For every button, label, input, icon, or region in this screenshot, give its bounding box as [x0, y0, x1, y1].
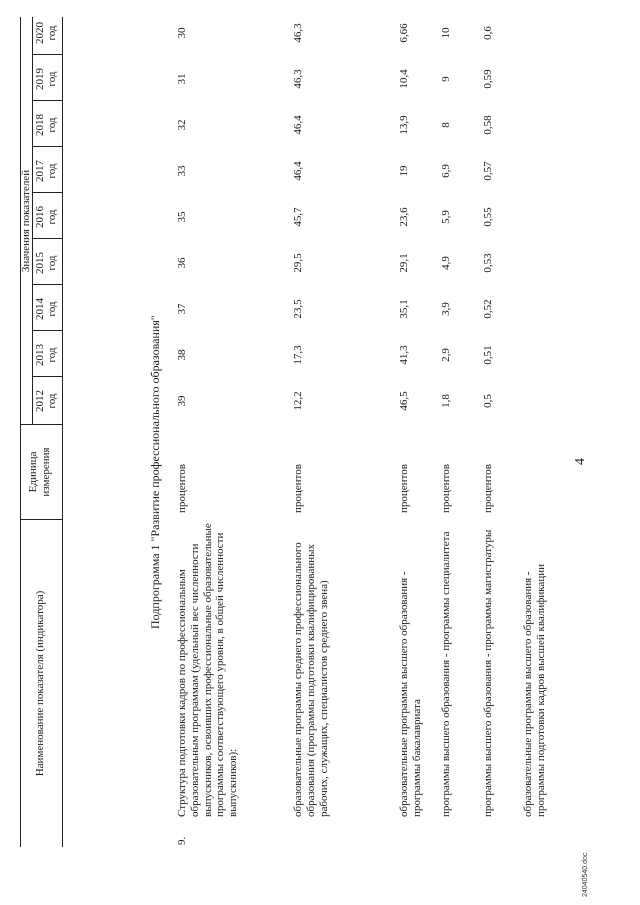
- value-cell: 35,1: [398, 299, 410, 319]
- unit-cell: процентов: [176, 464, 188, 513]
- value-cell: 33: [176, 165, 188, 177]
- year-value: 2017: [34, 160, 46, 182]
- document-filename: 24040540.doc: [582, 852, 589, 897]
- value-cell: 8: [440, 122, 452, 128]
- year-column-divider: [32, 146, 62, 147]
- unit-cell: процентов: [398, 464, 410, 513]
- value-cell: 32: [176, 119, 188, 131]
- year-suffix: год: [45, 255, 58, 271]
- indicator-label: программы высшего образования - программы специалитета: [440, 531, 452, 817]
- subprogram-title: Подпрограмма 1 "Развитие профессионального образования": [148, 315, 162, 629]
- year-column-divider: [32, 192, 62, 193]
- values-group-header: Значения показателей: [20, 169, 32, 273]
- page-number: 4: [573, 458, 588, 465]
- value-cell: 39: [176, 395, 188, 407]
- year-suffix: год: [45, 347, 58, 363]
- value-cell: 6,9: [440, 164, 452, 178]
- year-column-divider: [32, 284, 62, 285]
- year-column-divider: [32, 376, 62, 377]
- unit-cell: процентов: [292, 464, 304, 513]
- year-column-divider: [32, 330, 62, 331]
- year-suffix: год: [45, 117, 58, 133]
- value-cell: 46,3: [292, 23, 304, 43]
- value-cell: 36: [176, 257, 188, 269]
- value-cell: 10: [440, 27, 452, 39]
- year-column-header: [35, 13, 58, 53]
- header-bottom-rule: [62, 17, 63, 847]
- value-cell: 23,5: [292, 299, 304, 319]
- value-cell: 0,52: [482, 299, 494, 319]
- year-suffix: год: [45, 393, 58, 409]
- value-cell: 0,59: [482, 69, 494, 89]
- value-cell: 30: [176, 27, 188, 39]
- value-cell: 46,5: [398, 391, 410, 411]
- year-value: 2014: [34, 298, 46, 320]
- value-cell: 1,8: [440, 394, 452, 408]
- unit-column-header: Единица измерения: [27, 447, 52, 497]
- value-cell: 46,3: [292, 69, 304, 89]
- value-cell: 12,2: [292, 391, 304, 411]
- value-cell: 0,55: [482, 207, 494, 227]
- year-column-header: [35, 59, 58, 99]
- value-cell: 2,9: [440, 348, 452, 362]
- value-cell: 0,57: [482, 161, 494, 181]
- year-column-header: [35, 381, 58, 421]
- value-cell: 10,4: [398, 69, 410, 89]
- year-column-header: [35, 335, 58, 375]
- value-cell: 13,9: [398, 115, 410, 135]
- indicator-column-header: Наименование показателя (индикатора): [34, 590, 46, 777]
- indicator-label: образовательные программы высшего образования - программы подготовки кадров высшей квалификации: [522, 564, 547, 817]
- value-cell: 0,6: [482, 26, 494, 40]
- value-cell: 5,9: [440, 210, 452, 224]
- value-cell: 45,7: [292, 207, 304, 227]
- year-column-header: [35, 289, 58, 329]
- row-number: 9.: [176, 836, 188, 845]
- indicator-label: программы высшего образования - программы магистратуры: [482, 529, 494, 817]
- value-cell: 0,53: [482, 253, 494, 273]
- value-cell: 4,9: [440, 256, 452, 270]
- value-cell: 9: [440, 76, 452, 82]
- value-cell: 37: [176, 303, 188, 315]
- unit-cell: процентов: [482, 464, 494, 513]
- indicator-label: Структура подготовки кадров по профессиональным образовательным программам (удельный вес численности выпускников, освоивших профессиональные образовательные программы соответствующего уровня, в общей численности выпускников):: [176, 523, 239, 817]
- value-cell: 46,4: [292, 161, 304, 181]
- year-column-divider: [32, 238, 62, 239]
- value-cell: 38: [176, 349, 188, 361]
- unit-cell: процентов: [440, 464, 452, 513]
- value-cell: 0,5: [482, 394, 494, 408]
- value-cell: 6,66: [398, 23, 410, 43]
- year-column-divider: [32, 100, 62, 101]
- year-suffix: год: [45, 209, 58, 225]
- year-column-header: [35, 197, 58, 237]
- year-column-header: [35, 243, 58, 283]
- year-suffix: год: [45, 71, 58, 87]
- value-cell: 35: [176, 211, 188, 223]
- year-value: 2020: [34, 22, 46, 44]
- year-value: 2012: [34, 390, 46, 412]
- value-cell: 41,3: [398, 345, 410, 365]
- year-suffix: год: [45, 25, 58, 41]
- value-cell: 19: [398, 165, 410, 177]
- value-cell: 0,51: [482, 345, 494, 365]
- year-value: 2019: [34, 68, 46, 90]
- year-suffix: год: [45, 301, 58, 317]
- year-value: 2018: [34, 114, 46, 136]
- year-value: 2015: [34, 252, 46, 274]
- value-cell: 31: [176, 73, 188, 85]
- value-cell: 23,6: [398, 207, 410, 227]
- year-value: 2013: [34, 344, 46, 366]
- indicator-label: образовательные программы высшего образования - программы бакалавриата: [398, 571, 423, 817]
- year-suffix: год: [45, 163, 58, 179]
- year-column-divider: [32, 54, 62, 55]
- year-column-header: [35, 105, 58, 145]
- value-cell: 29,5: [292, 253, 304, 273]
- value-cell: 17,3: [292, 345, 304, 365]
- value-cell: 46,4: [292, 115, 304, 135]
- year-column-header: [35, 151, 58, 191]
- year-value: 2016: [34, 206, 46, 228]
- indicator-label: образовательные программы среднего профессионального образования (программы подготовки квалифицированных рабочих, служащих, специалистов среднего звена): [292, 542, 330, 817]
- value-cell: 29,1: [398, 253, 410, 273]
- value-cell: 0,58: [482, 115, 494, 135]
- value-cell: 3,9: [440, 302, 452, 316]
